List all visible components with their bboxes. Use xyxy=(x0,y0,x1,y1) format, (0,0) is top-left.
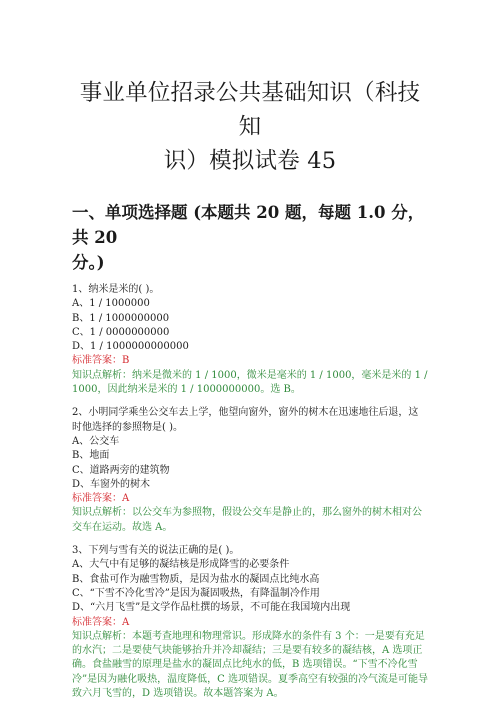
option-b: B、地面 xyxy=(72,450,110,462)
answer-analysis: 知识点解析：本题考查地理和物理常识。形成降水的条件有 3 个：一是要有充足的水汽；二是要使气块能够抬升并冷却凝结；三是要有较多的凝结核，A 选项正确。食盐融雪的原理是盐水的凝固点比纯水的低，B 选项错误。“下雪不冷化雪冷”是因为融化吸热，温度降低，C 选项错误。夏季高空有较强的冷气流是可能导致六月飞雪的，D 选项错误。故本题答案为 A。 xyxy=(72,630,428,700)
option-c: C、1 / 0000000000 xyxy=(72,326,170,338)
answer-analysis: 知识点解析：纳米是微米的 1 / 1000，微米是毫米的 1 / 1000，毫米是米的 1 / 1000，因此纳米是米的 1 / 1000000000。选 B。 xyxy=(72,369,428,396)
option-a: A、公交车 xyxy=(72,435,120,447)
question-stem: 2、小明同学乘坐公交车去上学，他望向窗外，窗外的树木在迅速地往后退，这时他选择的参照物是( )。 xyxy=(72,407,419,433)
question-1 xyxy=(72,283,428,397)
standard-answer: 标准答案：A xyxy=(72,616,130,628)
option-b: B、食盐可作为融雪物质，是因为盐水的凝固点比纯水高 xyxy=(72,573,320,585)
document-title xyxy=(72,76,428,178)
section-heading xyxy=(72,200,428,275)
option-d: D、“六月飞雪”是文学作品杜撰的场景，不可能在我国境内出现 xyxy=(72,602,351,614)
option-d: D、车窗外的树木 xyxy=(72,478,151,490)
standard-answer: 标准答案：A xyxy=(72,493,130,505)
section-heading-line2: 分。) xyxy=(72,253,105,272)
question-3 xyxy=(72,544,428,701)
question-stem: 3、下列与雪有关的说法正确的是( )。 xyxy=(72,545,240,557)
document-title-line2: 识）模拟试卷 45 xyxy=(163,148,337,174)
option-d: D、1 / 1000000000000 xyxy=(72,341,189,353)
option-c: C、道路两旁的建筑物 xyxy=(72,464,170,476)
question-2 xyxy=(72,406,428,535)
document-title-line1: 事业单位招录公共基础知识（科技知 xyxy=(79,80,421,140)
option-a: A、大气中有足够的凝结核是形成降雪的必要条件 xyxy=(72,559,290,571)
standard-answer: 标准答案：B xyxy=(72,355,130,367)
question-stem: 1、纳米是米的( )。 xyxy=(72,284,160,295)
section-heading-line1: 一、单项选择题 (本题共 20 题，每题 1.0 分，共 20 xyxy=(72,203,425,247)
option-a: A、1 / 1000000 xyxy=(72,298,150,310)
answer-analysis: 知识点解析：以公交车为参照物，假设公交车是静止的，那么窗外的树木相对公交车在运动。故选 A。 xyxy=(72,507,422,533)
option-c: C、“下雪不冷化雪冷”是因为凝固吸热，有降温制冷作用 xyxy=(72,587,320,599)
option-b: B、1 / 1000000000 xyxy=(72,312,170,324)
